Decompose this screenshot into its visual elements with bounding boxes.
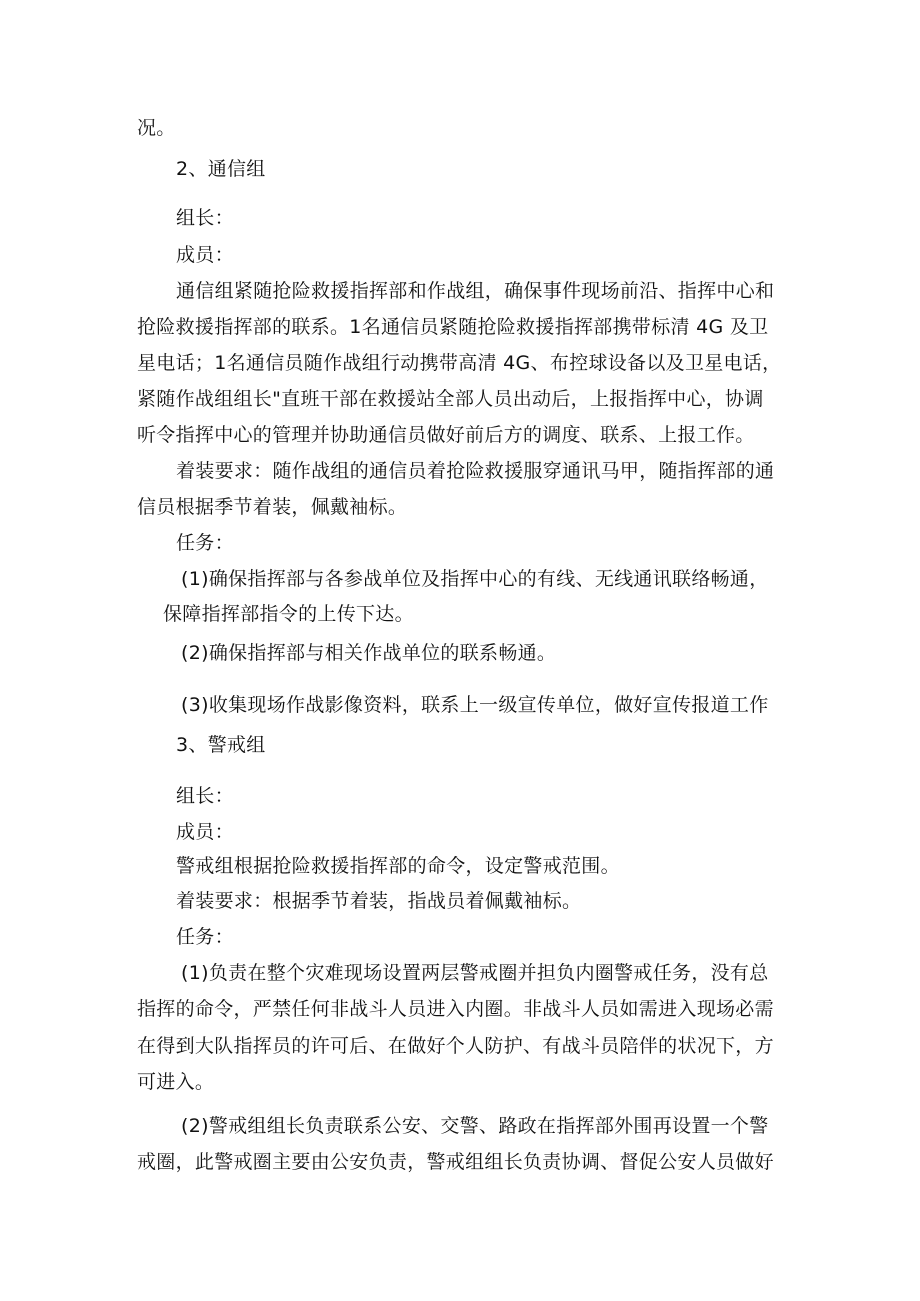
- text-line: 着装要求：根据季节着装，指战员着佩戴袖标。: [176, 890, 582, 912]
- section-heading: 2、通信组: [176, 158, 266, 180]
- text-line: 紧随作战组组长"直班干部在救援站全部人员出动后，上报指挥中心，协调: [137, 388, 764, 410]
- text-line: 组长：: [176, 785, 234, 807]
- list-item: (1)负责在整个灾难现场设置两层警戒圈并担负内圈警戒任务，没有总: [181, 962, 769, 984]
- text-line: 着装要求：随作战组的通信员着抢险救援服穿通讯马甲，随指挥部的通: [176, 460, 775, 482]
- text-line: 成员：: [176, 244, 234, 266]
- text-line: 任务：: [176, 532, 234, 554]
- text-line: 可进入。: [137, 1071, 215, 1093]
- text-line: 戒圈，此警戒圈主要由公安负责，警戒组组长负责协调、督促公安人员做好: [137, 1151, 774, 1173]
- list-item: (1)确保指挥部与各参战单位及指挥中心的有线、无线通讯联络畅通，: [181, 568, 769, 590]
- list-item: (3)收集现场作战影像资料，联系上一级宣传单位，做好宣传报道工作: [181, 694, 769, 716]
- list-item: (2)警戒组组长负责联系公安、交警、路政在指挥部外围再设置一个警: [181, 1115, 769, 1137]
- text-line: 抢险救援指挥部的联系。1名通信员紧随抢险救援指挥部携带标清 4G 及卫: [137, 316, 769, 338]
- text-line: 星电话；1名通信员随作战组行动携带高清 4G、布控球设备以及卫星电话，: [137, 352, 782, 374]
- text-line: 通信组紧随抢险救援指挥部和作战组，确保事件现场前沿、指挥中心和: [176, 280, 775, 302]
- section-heading: 3、警戒组: [176, 734, 266, 756]
- text-line: 成员：: [176, 821, 234, 843]
- text-line: 信员根据季节着装，佩戴袖标。: [137, 496, 408, 518]
- text-line: 组长：: [176, 207, 234, 229]
- list-item: (2)确保指挥部与相关作战单位的联系畅通。: [181, 642, 557, 664]
- text-line: 况。: [137, 117, 176, 139]
- text-line: 任务：: [176, 926, 234, 948]
- text-line: 指挥的命令，严禁任何非战斗人员进入内圈。非战斗人员如需进入现场必需: [137, 998, 774, 1020]
- text-line: 警戒组根据抢险救援指挥部的命令，设定警戒范围。: [176, 855, 620, 877]
- text-line: 保障指挥部指令的上传下达。: [163, 603, 414, 625]
- text-line: 听令指挥中心的管理并协助通信员做好前后方的调度、联系、上报工作。: [137, 424, 755, 446]
- text-line: 在得到大队指挥员的许可后、在做好个人防护、有战斗员陪伴的状况下，方: [137, 1035, 774, 1057]
